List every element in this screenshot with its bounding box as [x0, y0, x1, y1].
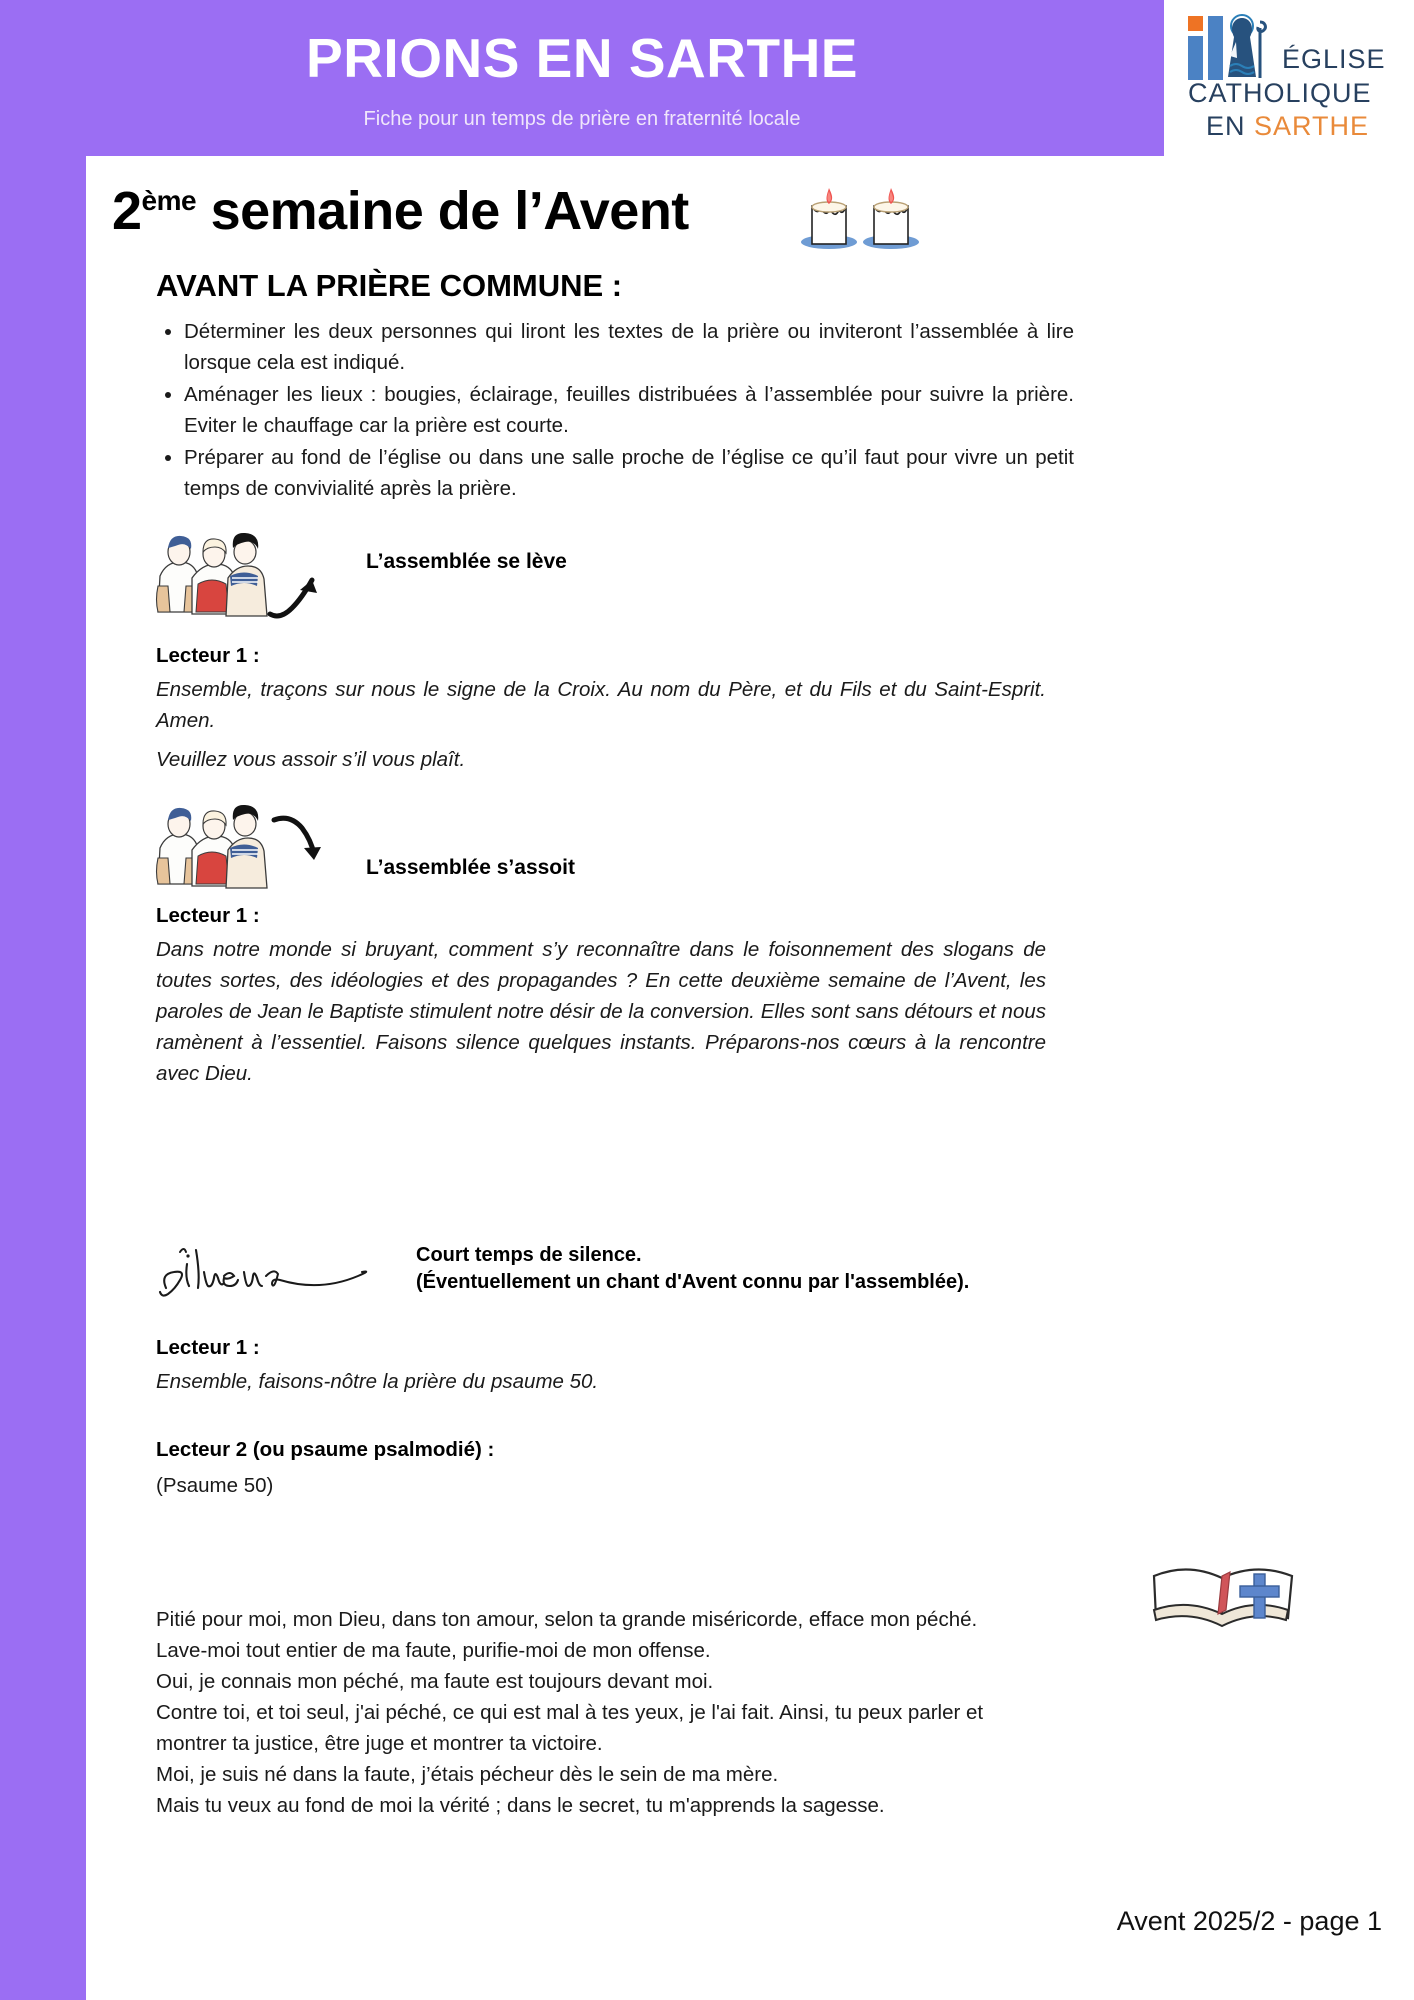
reader1-text-be-seated: Veuillez vous assoir s’il vous plaît. [156, 748, 466, 771]
preparation-bullet-list [156, 316, 1074, 505]
title-ordinal: 2 [112, 181, 142, 241]
assembly-sits-label: L’assemblée s’assoit [366, 856, 575, 879]
assembly-stands-label: L’assemblée se lève [366, 550, 567, 573]
reader2-label: Lecteur 2 (ou psaume psalmodié) : [156, 1438, 495, 1461]
silence-handwriting-icon [154, 1242, 374, 1304]
reader1-label-first: Lecteur 1 : [156, 644, 260, 667]
silence-instruction [416, 1242, 969, 1296]
logo-line-en-sarthe [1206, 111, 1369, 142]
title-superscript: ème [141, 185, 197, 216]
reader1-label-second: Lecteur 1 : [156, 904, 260, 927]
silence-instruction-line1: Court temps de silence. [416, 1244, 642, 1266]
list-item: • Aménager les lieux : bougies, éclairage, feuilles distribuées à l’assemblée pour suivre la prière. Eviter le chauffage car la prière est courte. [184, 379, 1074, 441]
arrow-up-icon [266, 562, 336, 620]
psalm-line: Moi, je suis né dans la faute, j’étais pécheur dès le sein de ma mère. [156, 1763, 779, 1786]
list-item: • Déterminer les deux personnes qui liront les textes de la prière ou inviteront l’assemblée à lire lorsque cela est indiqué. [184, 316, 1074, 378]
psalm-line: Contre toi, et toi seul, j'ai péché, ce qui est mal à tes yeux, je l'ai fait. Ainsi, tu peux parler et montrer ta justice, être juge et montrer ta victoire. [156, 1701, 984, 1755]
list-item: • Préparer au fond de l’église ou dans une salle proche de l’église ce qu’il faut pour vivre un petit temps de convivialité après la prière. [184, 442, 1074, 504]
psalm-line: Pitié pour moi, mon Dieu, dans ton amour, selon ta grande miséricorde, efface mon péché. [156, 1608, 978, 1631]
three-people-icon [148, 804, 268, 892]
page-footer: Avent 2025/2 - page 1 [1116, 1906, 1382, 1936]
logo-line-catholique: CATHOLIQUE [1188, 78, 1372, 108]
logo-en: EN [1206, 111, 1255, 141]
diocese-logo [1178, 8, 1406, 148]
reader1-label-third: Lecteur 1 : [156, 1336, 260, 1359]
psalm-line: Oui, je connais mon péché, ma faute est toujours devant moi. [156, 1670, 714, 1693]
reader1-text-meditation: Dans notre monde si bruyant, comment s’y reconnaître dans le foisonnement des slogans de toutes sortes, des idéologies et des propagandes ? En cette deuxième semaine de l’Avent, les paroles de Jean le Baptiste stimulent notre désir de la conversion. Elles sont sans détours et nous ramènent à l’essentiel. Faisons silence quelques instants. Préparons-nos cœurs à la rencontre avec Dieu. [156, 938, 1046, 1085]
reader2-psalm-reference: (Psaume 50) [156, 1474, 274, 1497]
left-purple-margin [0, 156, 86, 2000]
logo-wordmark [1178, 8, 1406, 148]
advent-candles-icon [796, 166, 926, 256]
page-header [0, 0, 1414, 156]
page-title [112, 180, 689, 242]
site-subtitle: Fiche pour un temps de prière en fraternité locale [363, 108, 801, 130]
title-rest: semaine de l’Avent [196, 181, 689, 241]
reader1-text-psalm-intro: Ensemble, faisons-nôtre la prière du psaume 50. [156, 1370, 599, 1393]
logo-sarthe: SARTHE [1254, 111, 1370, 141]
three-people-icon [148, 532, 268, 620]
psalm-line: Lave-moi tout entier de ma faute, purifie-moi de mon offense. [156, 1639, 711, 1662]
open-book-with-cross-icon [1146, 1540, 1306, 1640]
logo-line-eglise: ÉGLISE [1282, 44, 1386, 74]
arrow-down-icon [270, 810, 340, 870]
silence-instruction-line2: (Éventuellement un chant d'Avent connu par l'assemblée). [416, 1271, 970, 1293]
reader1-text-sign-of-cross: Ensemble, traçons sur nous le signe de la Croix. Au nom du Père, et du Fils et du Saint-Esprit. Amen. [156, 678, 1046, 732]
psalm-line: Mais tu veux au fond de moi la vérité ; dans le secret, tu m'apprends la sagesse. [156, 1794, 885, 1817]
psalm-text-block [156, 1604, 1046, 1821]
document-body [86, 156, 1414, 2000]
site-title: PRIONS EN SARTHE [306, 27, 858, 89]
section-heading-avant-la-priere: AVANT LA PRIÈRE COMMUNE : [156, 268, 623, 303]
